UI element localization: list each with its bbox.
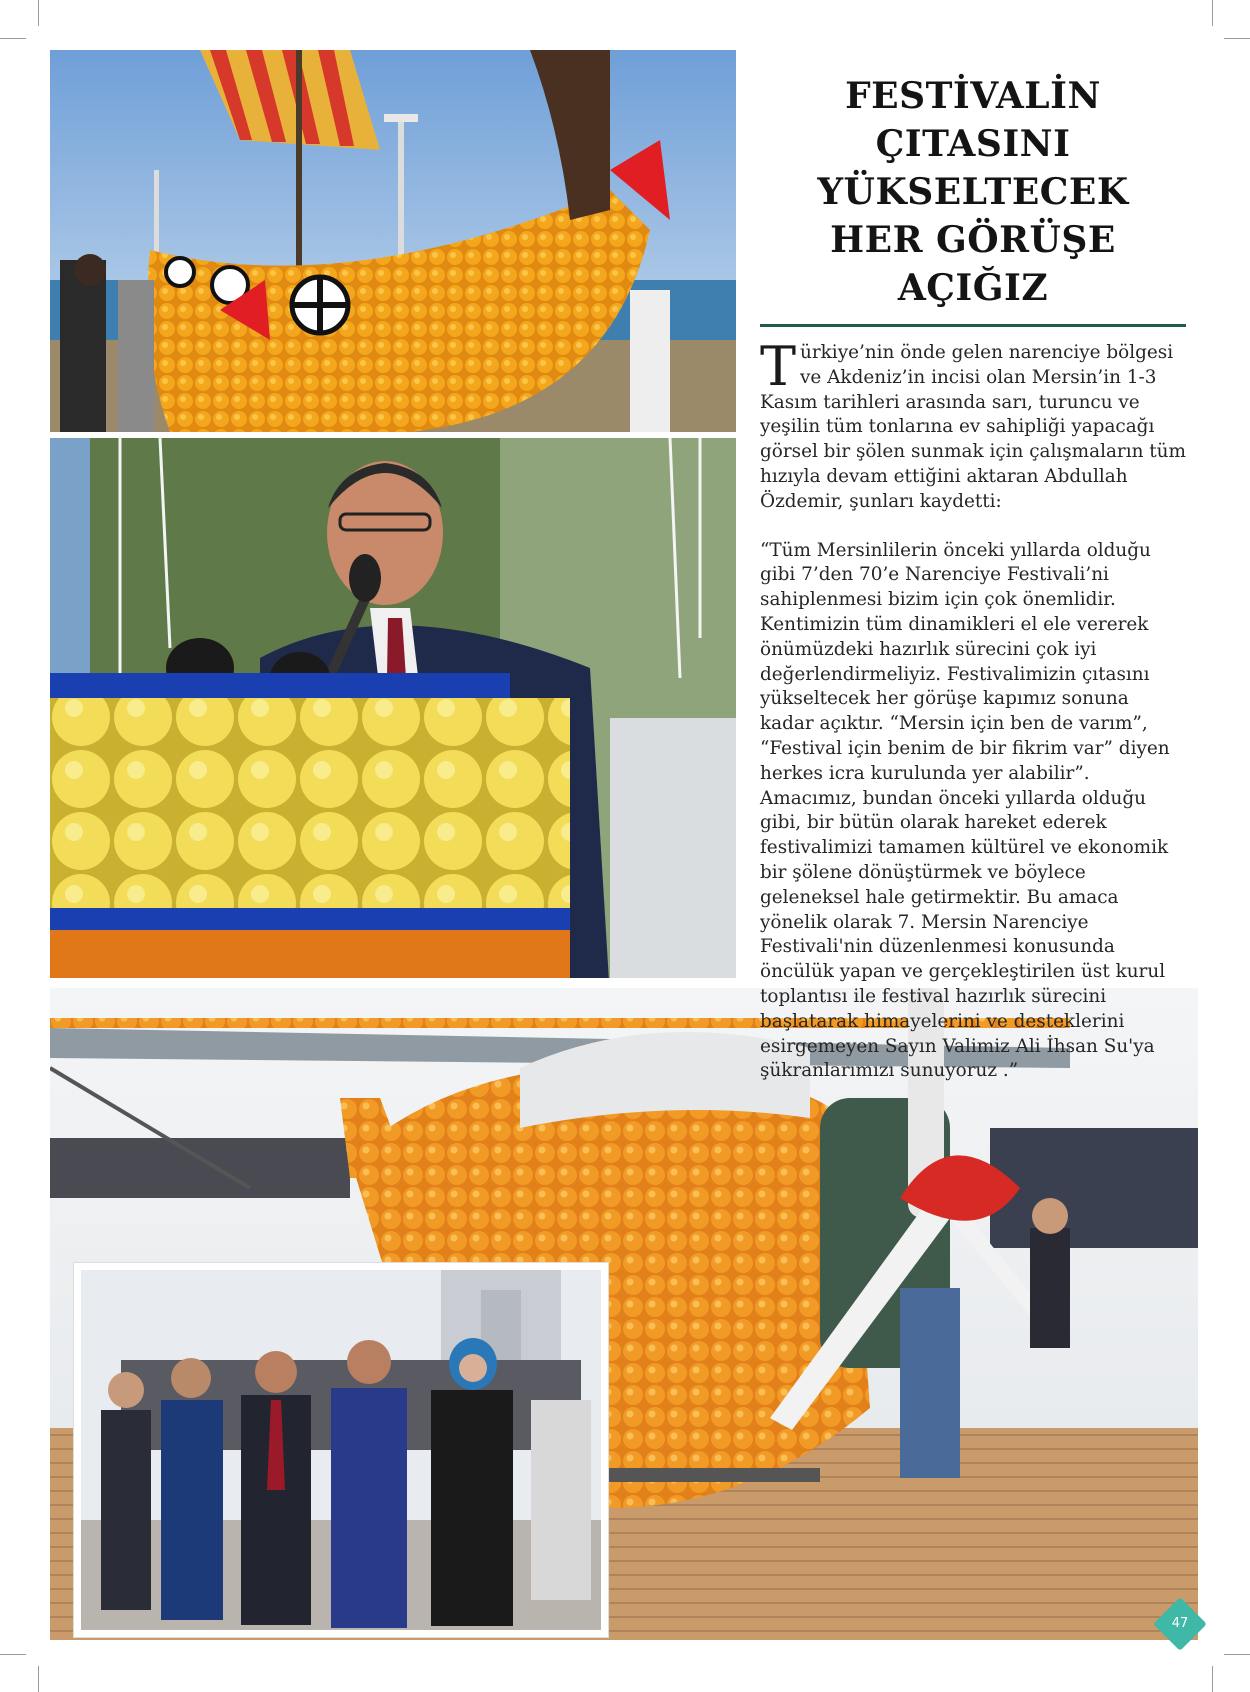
headline <box>760 72 1186 312</box>
photo-speaker-at-lectern <box>50 438 736 978</box>
crop-mark <box>38 0 39 26</box>
headline-line: YÜKSELTECEK <box>817 171 1129 213</box>
headline-line: FESTİVALİN ÇITASINI <box>845 75 1101 165</box>
page-number: 47 <box>1171 1616 1189 1631</box>
crop-mark <box>1224 38 1250 39</box>
intro-paragraph-text: ürkiye’nin önde gelen narenciye bölgesi ve Akdeniz’in incisi olan Mersin’in 1-3 Kasım tarihleri arasında sarı, turuncu ve yeşilin tüm tonlarına ev sahipliği yapacağı görsel bir şölen sunmak için çalışmaların tüm hızıyla devam ettiğini aktaran Abdullah Özdemir, şunları kaydetti: <box>760 342 1186 512</box>
paragraph-spacer <box>760 515 1186 539</box>
crop-mark <box>0 1654 26 1655</box>
headline-divider <box>760 324 1186 327</box>
quote-paragraph: “Tüm Mersinlilerin önceki yıllarda olduğu gibi 7’den 70’e Narenciye Festivali’ni sahiplenmesi bizim için çok önemlidir. Kentimizin tüm dinamikleri el ele vererek önümüzdeki hazırlık sürecini çok iyi değerlendirmeliyiz. Festivalimizin çıtasını yükseltecek her görüşe kapımız sonuna kadar açıktır. “Mersin için ben de varım”, “Festival için benim de bir fikrim var” diyen herkes icra kurulunda yer alabilir”. Amacımız, bundan önceki yıllarda olduğu gibi, bir bütün olarak hareket ederek festivalimizi tamamen kültürel ve ekonomik bir şölene dönüştürmek ve böylece geleneksel hale getirmektir. Bu amaca yönelik olarak 7. Mersin Narenciye Festivali'nin düzenlenmesi konusunda öncülük yapan ve gerçekleştirilen üst kurul toplantısı ile festival hazırlık sürecini başlatarak himayelerini ve desteklerini esirgemeyen Sayın Valimiz Ali İhsan Su'ya şükranlarımızı sunuyoruz .” <box>760 539 1170 1082</box>
crop-mark <box>1212 0 1213 26</box>
crop-mark <box>1212 1666 1213 1692</box>
crop-mark <box>1224 1654 1250 1655</box>
headline-line: HER GÖRÜŞE AÇIĞIZ <box>830 219 1116 309</box>
crop-mark <box>38 1666 39 1692</box>
intro-paragraph <box>760 335 1186 515</box>
article <box>760 72 1186 1084</box>
crop-mark <box>0 38 26 39</box>
photo-officials-walking <box>74 1263 608 1637</box>
photo-orange-ship <box>50 50 736 432</box>
drop-cap: T <box>760 335 797 398</box>
